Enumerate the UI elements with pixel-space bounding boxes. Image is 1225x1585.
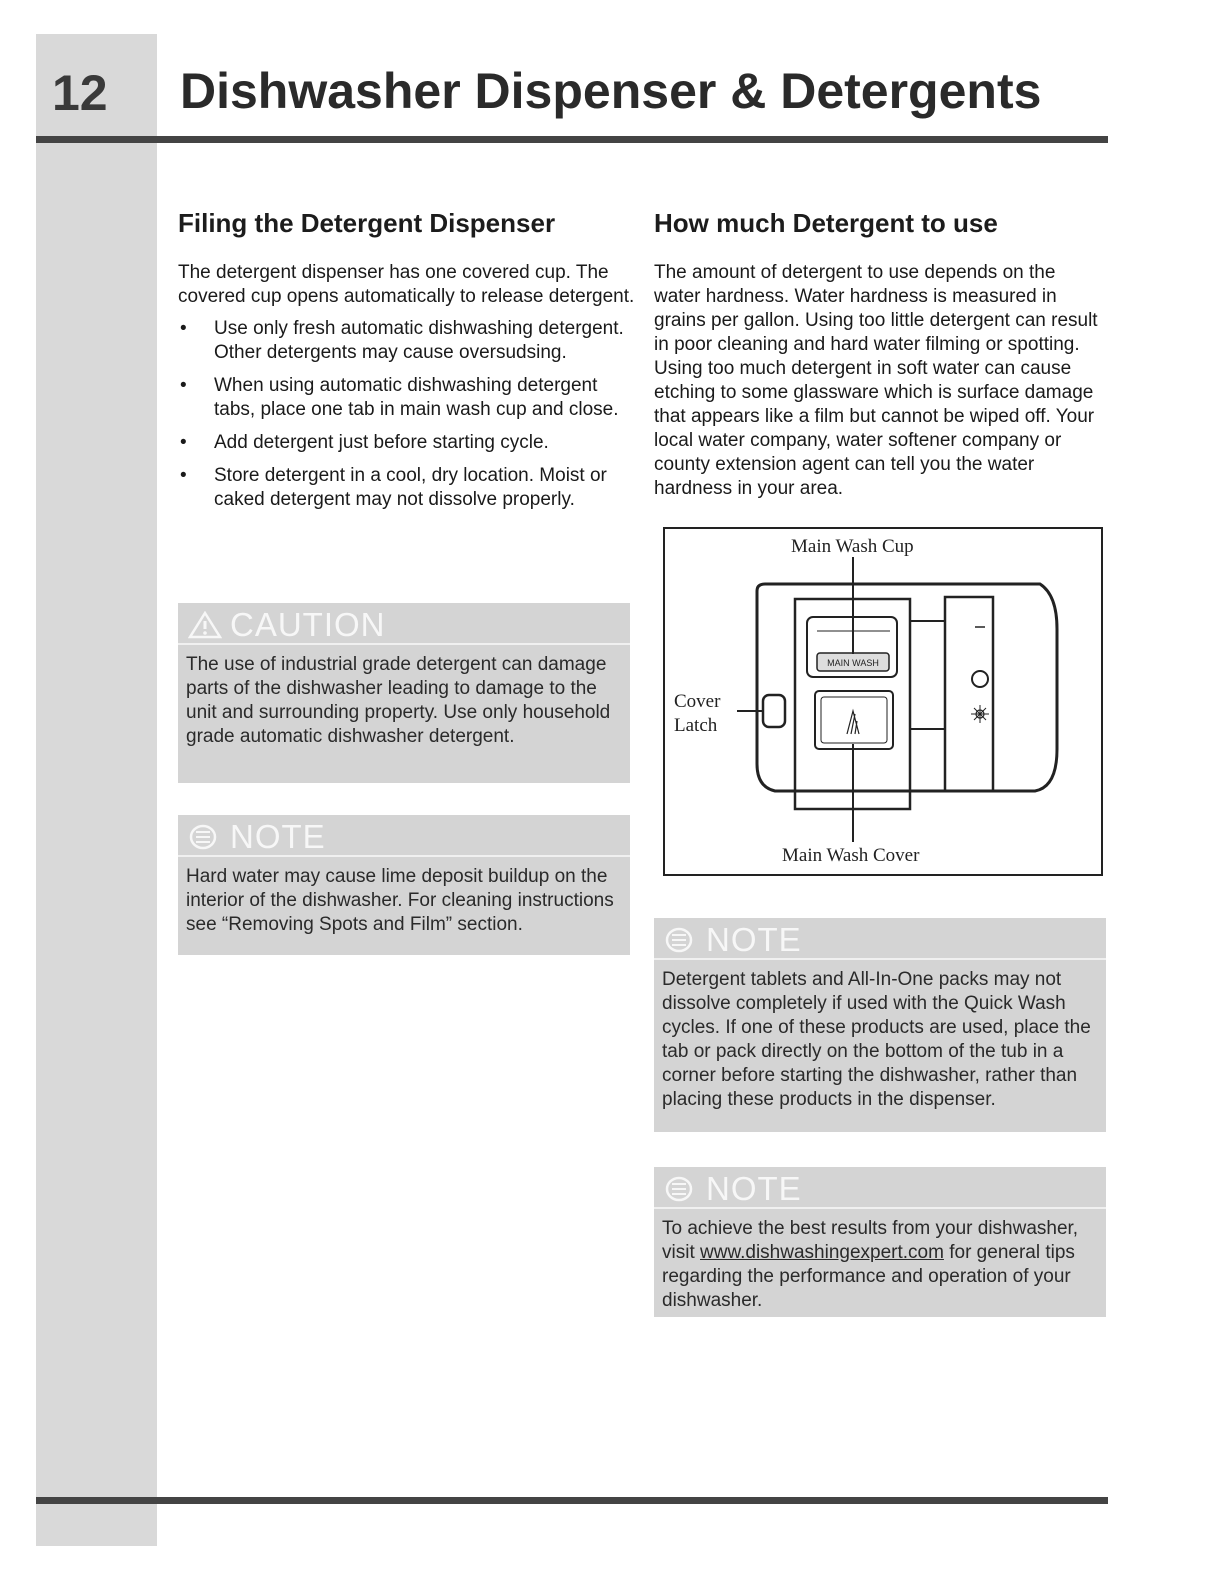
cup-label-text: MAIN WASH [827, 658, 879, 668]
list-item: • Add detergent just before starting cycle. [180, 432, 549, 453]
caution-text: The use of industrial grade detergent can damage parts of the dishwasher leading to damage to the unit and surrounding property. Use only household grade automatic dishwasher detergent. [186, 654, 611, 747]
note-box-tablets [654, 918, 1106, 1132]
note-label: NOTE [706, 1170, 802, 1207]
bullet-icon: • [180, 375, 187, 396]
bullet-icon: • [180, 432, 187, 453]
caution-header [178, 603, 630, 645]
dispenser-bullet-list [178, 317, 638, 512]
list-item: • Use only fresh automatic dishwashing detergent. Other detergents may cause oversudsing. [180, 318, 624, 363]
note-icon [188, 823, 218, 856]
note-label: NOTE [706, 921, 802, 958]
caution-label: CAUTION [230, 606, 386, 643]
note-header [178, 815, 630, 857]
list-item: • Store detergent in a cool, dry location. Moist or caked detergent may not dissolve properly. [180, 465, 607, 510]
dispenser-illustration [665, 529, 1101, 874]
bullet-icon: • [180, 318, 187, 339]
page-sidebar [36, 34, 157, 1546]
warning-triangle-icon [188, 611, 222, 644]
page-number: 12 [52, 65, 108, 121]
section-heading-filling: Filing the Detergent Dispenser [178, 208, 556, 238]
note-box-hard-water [178, 815, 630, 955]
detergent-amount-paragraph: The amount of detergent to use depends on the water hardness. Water hardness is measured in grains per gallon. Using too little detergent can result in poor cleaning and hard water filming or spotting. Using too much detergent in soft water can cause etching to some glassware which is surface damage that appears like a film but cannot be wiped off. Your local water company, water softener company or county extension agent can tell you the water hardness in your area. [654, 262, 1098, 499]
list-item: • When using automatic dishwashing detergent tabs, place one tab in main wash cup and close. [180, 375, 619, 420]
note-text: Hard water may cause lime deposit buildup on the interior of the dishwasher. For cleaning instructions see “Removing Spots and Film” section. [186, 866, 614, 935]
left-column [178, 208, 638, 521]
cover-latch-label-1: Cover [674, 691, 721, 712]
main-wash-cup-label: Main Wash Cup [791, 536, 914, 557]
dispenser-diagram [663, 527, 1103, 876]
note-icon [664, 1175, 694, 1208]
note-text: Detergent tablets and All-In-One packs may not dissolve completely if used with the Quick Wash cycles. If one of these products are used, place the tab or pack directly on the bottom of the tub in a corner before starting the dishwasher, rather than placing these products in the dispenser. [662, 969, 1091, 1110]
dispenser-intro: The detergent dispenser has one covered cup. The covered cup opens automatically to release detergent. [178, 262, 635, 307]
note-box-website [654, 1167, 1106, 1317]
note-header [654, 918, 1106, 960]
bullet-icon: • [180, 465, 187, 486]
note-header [654, 1167, 1106, 1209]
note-label: NOTE [230, 818, 326, 855]
header-divider [36, 136, 1108, 143]
note-text: To achieve the best results from your dishwasher, visit www.dishwashingexpert.com for general tips regarding the performance and operation of your dishwasher. [662, 1218, 1079, 1311]
caution-box [178, 603, 630, 783]
cover-latch-label-2: Latch [674, 715, 718, 736]
website-link[interactable]: www.dishwashingexpert.com [700, 1242, 944, 1263]
page-title: Dishwasher Dispenser & Detergents [180, 63, 1042, 119]
section-heading-how-much: How much Detergent to use [654, 208, 998, 238]
right-column [654, 208, 1104, 501]
note-icon [664, 926, 694, 959]
footer-divider [36, 1497, 1108, 1504]
main-wash-cover-label: Main Wash Cover [782, 845, 920, 866]
